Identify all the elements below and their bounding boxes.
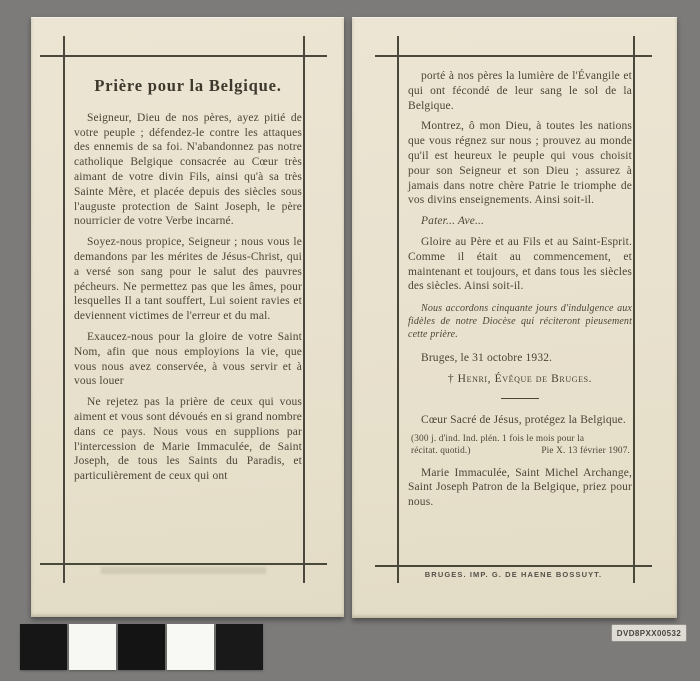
frame-line-horizontal-bottom (375, 565, 652, 567)
frame-line-horizontal-bottom (40, 563, 327, 565)
calibration-square (118, 624, 165, 670)
calibration-square (69, 624, 116, 670)
left-page-text (74, 63, 302, 490)
section-separator (501, 398, 539, 399)
indulgence-reference (408, 434, 632, 458)
frame-line-horizontal-top (375, 55, 652, 57)
indulgence-note: Nous accordons cinquante jours d'indulgence aux fidèles de notre Diocèse qui réciteront pieusement cette prière. (408, 303, 632, 340)
calibration-square (216, 624, 263, 670)
frame-line-vertical-left (397, 36, 399, 583)
right-page-card (352, 17, 677, 618)
pater-ave-line: Pater... Ave... (421, 215, 485, 228)
prayer-paragraph: porté à nos pères la lumière de l'Évangile et qui ont fécondé de leur sang le sol de la Belgique. (408, 70, 632, 112)
prayer-paragraph: Exaucez-nous pour la gloire de votre Saint Nom, afin que nous employions la vie, que vous nous avez conservée, à vous servir et à vous louer (74, 330, 302, 388)
left-page-card (31, 17, 344, 617)
prayer-paragraph: Ne rejetez pas la prière de ceux qui vous aiment et vous sont dévoués en si grand nombre dans ce pays. Nous vous en supplions par l'intercession de Marie Immaculée, de Saint Joseph, de tous les Saints du Paradis, et particulièrement de ceux qui ont (74, 396, 302, 483)
calibration-square (20, 624, 67, 670)
frame-line-vertical-left (63, 36, 65, 583)
show-through-smudge (101, 567, 266, 574)
dateline: Bruges, le 31 octobre 1932. (421, 351, 553, 364)
calibration-square (167, 624, 214, 670)
archive-label: DVD8PXX00532 (611, 624, 687, 642)
indulgence-reference-note: (300 j. d'ind. Ind. plén. 1 fois le mois pour la récitat. quotid.) (411, 433, 585, 456)
sacred-heart-invocation: Cœur Sacré de Jésus, protégez la Belgique. (421, 414, 626, 427)
frame-line-vertical-right (633, 36, 635, 583)
gloria-paragraph: Gloire au Père et au Fils et au Saint-Esprit. Comme il était au commencement, et maintenant et toujours, et dans tous les siècles des siècles. Ainsi soit-il. (408, 235, 632, 293)
printer-imprint: BRUGES. IMP. G. DE HAENE BOSSUYT. (424, 570, 603, 579)
frame-line-horizontal-top (40, 55, 327, 57)
page-title: Prière pour la Belgique. (94, 76, 282, 95)
prayer-paragraph: Soyez-nous propice, Seigneur ; nous vous le demandons par les mérites de Jésus-Christ, qui a versé son sang pour le salut des pauvres pécheurs. Ne permettez pas que les âmes, pour lesquelles Il a tant souffert, Lui soient ravies et deviennent victimes de l'erreur et du mal. (74, 236, 302, 323)
right-page-text (408, 69, 632, 516)
prayer-paragraph: Seigneur, Dieu de nos pères, ayez pitié de votre peuple ; défendez-le contre les attaques des ennemis de sa foi. N'abandonnez pas notre catholique Belgique consacrée au Cœur très aimant de votre divin Fils, ainsi qu'à sa très Sainte Mère, et placée depuis des siècles sous l'auguste protection de Saint Joseph, le père nourricier de votre Verbe incarné. (74, 111, 302, 228)
calibration-strip (20, 624, 263, 670)
indulgence-reference-source: Pie X. 13 février 1907. (541, 445, 630, 456)
prayer-paragraph: Montrez, ô mon Dieu, à toutes les nations que vous régnez sur nous ; prouvez au monde qu'il est heureux le peuple qui vous choisit pour son Seigneur et son Dieu ; assurez à jamais dans notre chère Patrie le triomphe de vos divins enseignements. Ainsi soit-il. (408, 120, 632, 207)
bishop-signature: † Henri, Évêque de Bruges. (447, 373, 593, 386)
frame-line-vertical-right (303, 36, 305, 583)
marian-invocation: Marie Immaculée, Saint Michel Archange, Saint Joseph Patron de la Belgique, priez pour nous. (408, 466, 632, 509)
